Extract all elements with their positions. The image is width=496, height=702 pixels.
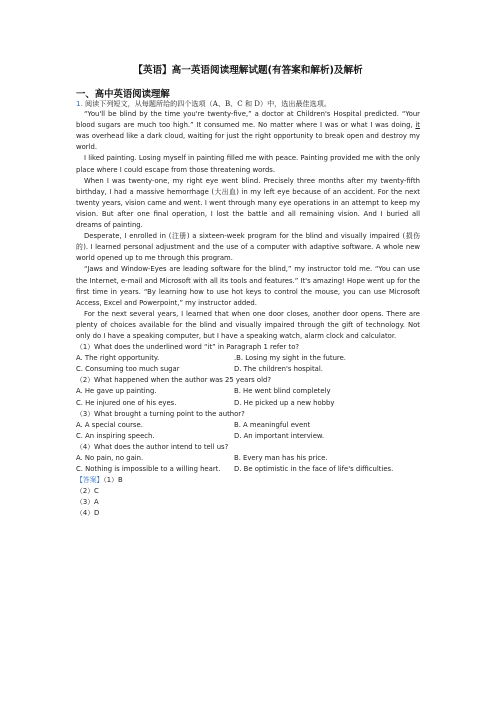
option-a: A. No pain, no gain. — [76, 454, 144, 462]
option-d: D. The children's hospital. — [234, 365, 323, 374]
option-a: A. The right opportunity. — [76, 354, 160, 363]
paragraph-5: “Jaws and Window-Eyes are leading software for the blind,” my instructor told me. “You can use the Internet, e-mail and Microsoft with all its tools and features.” It's amazing! Hope went up for the first time in years. “By learning how to use hot keys to control the mouse, you can use Microsoft Access, Excel and Powerpoint,” my instructor added. — [76, 265, 420, 307]
question-number: 1. — [76, 99, 83, 108]
option-b: B. Every man has his price. — [234, 454, 328, 462]
option-d: D. An important interview. — [234, 431, 325, 440]
section-heading: 一、高中英语阅读理解 — [76, 89, 170, 100]
option-c: C. He injured one of his eyes. — [76, 398, 177, 407]
paragraph-1-text-b: was overhead like a dark cloud, waiting for just the right opportunity to break open and destroy my world. — [76, 132, 420, 152]
option-c: C. An inspiring speech. — [76, 431, 155, 440]
question-2-stem: （2）What happened when the author was 25 years old? — [76, 376, 271, 385]
question-4-options-cd — [76, 464, 420, 475]
paragraph-1 — [76, 109, 420, 153]
question-1-options-ab — [76, 353, 420, 364]
question-4-options-ab — [76, 453, 420, 464]
question-3-options-ab — [76, 420, 420, 431]
answer-label: 【答案】 — [76, 476, 104, 485]
document-title: 【英语】高一英语阅读理解试题(有答案和解析)及解析 — [133, 65, 363, 76]
question-1-options-cd — [76, 364, 420, 375]
option-d: D. He picked up a new hobby — [234, 398, 335, 407]
underlined-word-it: it — [415, 121, 420, 130]
paragraph-4: Desperate, I enrolled in (注册) a sixteen-week program for the blind and visually impaired (损伤的). I learned personal adjustment and the use of a computer with adaptive software. A whole new world opened up to me through this program. — [76, 232, 420, 263]
question-instruction — [76, 98, 420, 109]
option-c: C. Nothing is impossible to a willing heart. — [76, 465, 221, 474]
question-4-stem: （4）What does the author intend to tell us? — [76, 442, 229, 451]
option-a: A. He gave up painting. — [76, 387, 157, 396]
answer-2: （2）C — [76, 487, 99, 496]
option-b: .B. Losing my sight in the future. — [234, 354, 346, 363]
option-d: D. Be optimistic in the face of life's difficulties. — [234, 465, 394, 474]
question-3-options-cd — [76, 431, 420, 442]
option-b: B. A meaningful event — [234, 420, 311, 429]
option-c: C. Consuming too much sugar — [76, 365, 180, 374]
question-1-stem: （1）What does the underlined word “it” in Paragraph 1 refer to? — [76, 343, 300, 352]
answer-4: （4）D — [76, 509, 100, 518]
paragraph-2: I liked painting. Losing myself in painting filled me with peace. Painting provided me with the only place where I could escape from those threatening words. — [76, 154, 420, 174]
answer-3: （3）A — [76, 498, 99, 507]
answer-1: （1）B — [103, 476, 123, 485]
question-3-stem: （3）What brought a turning point to the author? — [76, 409, 245, 418]
question-2-options-cd — [76, 398, 420, 409]
answer-line-1 — [76, 475, 420, 486]
reading-passage — [76, 98, 420, 520]
question-2-options-ab — [76, 386, 420, 397]
option-b: B. He went blind completely — [234, 387, 331, 396]
instruction-text: 阅读下列短文，从每题所给的四个选项（A、B、C 和 D）中，选出最佳选项。 — [85, 99, 331, 108]
option-a: A. A special course. — [76, 420, 143, 429]
paragraph-3: When I was twenty-one, my right eye went blind. Precisely three months after my twenty-fifth birthday, I had a massive hemorrhage (大出血) in my left eye because of an accident. For the next twenty years, vision came and went. I went through many eye operations in an attempt to keep my vision. But after one final operation, I lost the battle and all remaining vision. And I buried all dreams of painting. — [76, 176, 420, 230]
paragraph-1-text-a: “You'll be blind by the time you're twenty-five,” a doctor at Children's Hospital predicted. “Your blood sugars are much too high.” It consumed me. No matter where I was or what I was doing, — [76, 110, 420, 130]
paragraph-6: For the next several years, I learned that when one door closes, another door opens. There are plenty of choices available for the blind and visually impaired through the gift of technology. Not only do I have a speaking computer, but I have a speaking watch, alarm clock and calculator. — [76, 309, 420, 340]
